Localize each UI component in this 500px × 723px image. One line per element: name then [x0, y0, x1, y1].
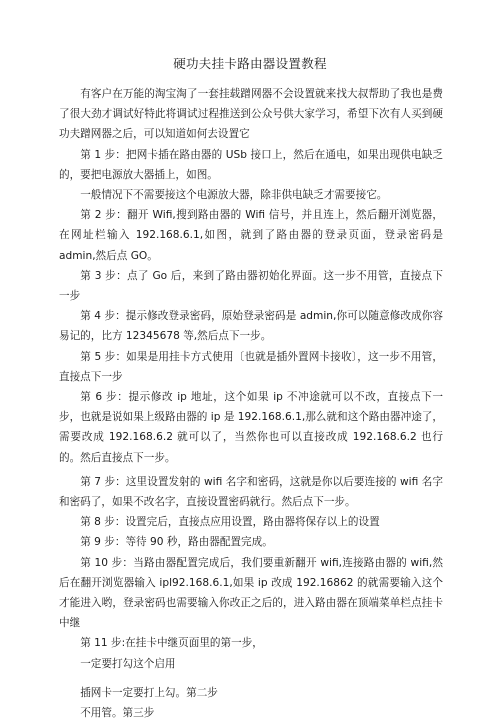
- step-11-paragraph: 第 11 步:在挂卡中继页面里的第一步，: [80, 637, 263, 650]
- step-8-paragraph: 第 8 步：设置完后，直接点应用设置，路由器将保存以上的设置: [80, 516, 380, 529]
- step-4-paragraph: 第 4 步：提示修改登录密码，原始登录密码是 admin,你可以随意修改成你容易记的，比方 12345678 等,然后点下一步。: [59, 310, 443, 343]
- document-body: [59, 84, 443, 723]
- step-3-paragraph: 第 3 步：点了 Go 后，来到了路由器初始化界面。这一步不用管，直接点下一步: [59, 269, 443, 303]
- step-6-paragraph: 第 6 步：提示修改 ip 地址，这个如果 ip 不冲途就可以不改，直接点下一步，也就是说如果上级路由器的 ip 是 192.168.6.1,那么就和这个路由器冲途了，需要改成 192.168.6.2 就可以了，当然你也可以直接改成 192.168.6.2 也行的。然后直接点下一步。: [59, 391, 443, 464]
- step-2-paragraph: 第 2 步：翻开 Wifi,搜到路由器的 Wifi 信号，并且连上，然后翻开浏览器，在网址栏输入 192.168.6.1,如图，就到了路由器的登录页面，登录密码是 admin,然后点 GO。: [59, 209, 443, 262]
- third-step-paragraph: 不用管。第三步: [80, 707, 155, 720]
- step-10-paragraph: 第 10 步：当路由器配置完成后，我们要重新翻开 wifi,连接路由器的 wifi,然后在翻开浏览器输入 ipl92.168.6.1,如果 ip 改成 192.16862 的就需要输入这个才能进入哟，登录密码也需要输入你改正之后的，进入路由器在顶端菜单栏点挂卡中继: [59, 556, 443, 630]
- note-paragraph: 一般情况下不需要接这个电源放大器，除非供电缺乏才需要接它。: [80, 189, 388, 202]
- enable-note-paragraph: 一定要打勾这个启用: [80, 657, 176, 670]
- step-7-paragraph: 第 7 步：这里设置发射的 wifi 名字和密码，这就是你以后要连接的 wifi 名字和密码了，如果不改名字，直接设置密码就行。然后点下一步。: [59, 475, 443, 509]
- second-step-paragraph: 插网卡一定要打上勾。第二步: [80, 686, 218, 699]
- step-5-paragraph: 第 5 步：如果是用挂卡方式使用〔也就是插外置网卡接收〕，这一步不用管，直接点下一步: [59, 350, 443, 383]
- intro-paragraph: 有客户在万能的淘宝淘了一套挂载蹭网器不会设置就来找大叔帮助了我也是费了很大劲才调试好特此将调试过程推送到公众号供大家学习，希望下次有人买到硬功夫蹭网器之后，可以知道如何去设置它: [59, 88, 443, 141]
- step-1-paragraph: 第 1 步：把网卡插在路由器的 USb 接口上，然后在通电，如果出现供电缺乏的，要把电源放大器插上，如图。: [59, 148, 443, 181]
- step-9-paragraph: 第 9 步：等待 90 秒，路由器配置完成。: [80, 536, 273, 549]
- page-title: 硬功夫挂卡路由器设置教程: [173, 56, 327, 71]
